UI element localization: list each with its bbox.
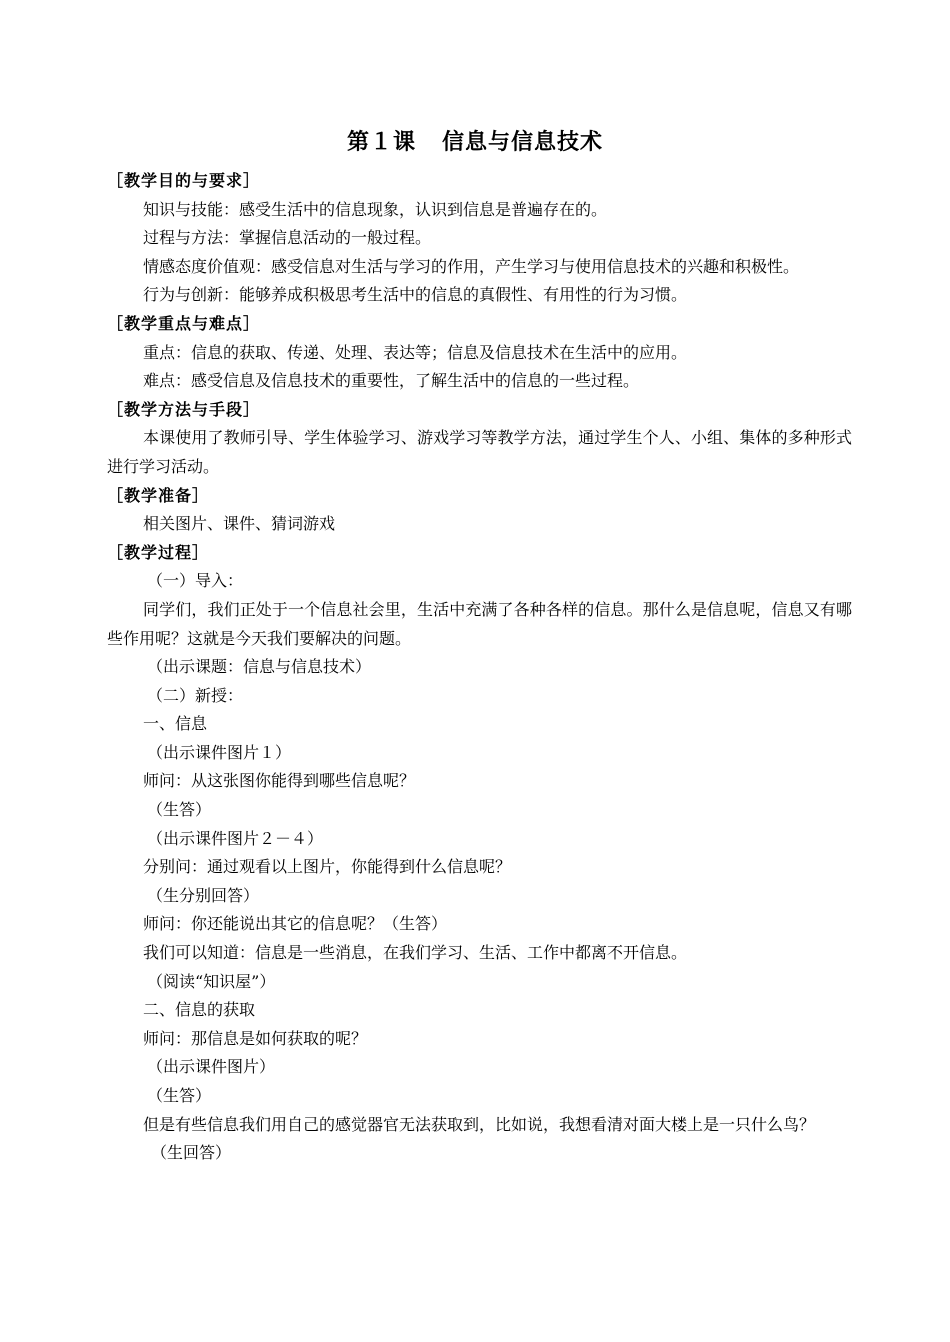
process-line: （生答）	[147, 800, 212, 820]
process-line: 师问：那信息是如何获取的呢？	[143, 1028, 368, 1048]
section-heading-keypoints: ［教学重点与难点］	[107, 313, 261, 333]
process-line: 一、信息	[143, 714, 208, 734]
process-line: （出示课件图片２－４）	[147, 828, 324, 848]
paragraph: 过程与方法：掌握信息活动的一般过程。	[143, 228, 432, 248]
paragraph: 情感态度价值观：感受信息对生活与学习的作用，产生学习与使用信息技术的兴趣和积极性。	[143, 256, 800, 276]
paragraph: 重点：信息的获取、传递、处理、表达等；信息及信息技术在生活中的应用。	[143, 342, 688, 362]
process-line: （生分别回答）	[147, 885, 260, 905]
process-line: 师问：从这张图你能得到哪些信息呢？	[143, 771, 416, 791]
paragraph: 难点：感受信息及信息技术的重要性，了解生活中的信息的一些过程。	[143, 371, 640, 391]
section-heading-process: ［教学过程］	[107, 542, 210, 562]
paragraph: 同学们，我们正处于一个信息社会里，生活中充满了各种各样的信息。那什么是信息呢，信息又有哪些作用呢？这就是今天我们要解决的问题。	[107, 599, 852, 648]
process-line: （出示课件图片）	[147, 1057, 276, 1077]
paragraph: 行为与创新：能够养成积极思考生活中的信息的真假性、有用性的行为习惯。	[143, 285, 688, 305]
process-line: （生回答）	[151, 1143, 232, 1163]
process-line: 分别问：通过观看以上图片，你能得到什么信息呢？	[143, 857, 512, 877]
section-heading-preparation: ［教学准备］	[107, 485, 210, 505]
process-line: （阅读“知识屋”）	[147, 971, 276, 991]
paragraph: 本课使用了教师引导、学生体验学习、游戏学习等教学方法，通过学生个人、小组、集体的多种形式进行学习活动。	[107, 428, 852, 476]
process-line: 我们可以知道：信息是一些消息，在我们学习、生活、工作中都离不开信息。	[143, 943, 688, 963]
process-line: （生答）	[147, 1086, 212, 1105]
paragraph: 相关图片、课件、猜词游戏	[143, 514, 336, 534]
section-heading-methods: ［教学方法与手段］	[107, 399, 261, 419]
paragraph: 知识与技能：感受生活中的信息现象，认识到信息是普遍存在的。	[143, 199, 608, 219]
lesson-title: 第１课 信息与信息技术	[347, 129, 603, 155]
process-line: （二）新授：	[147, 685, 244, 705]
process-line: 二、信息的获取	[143, 1000, 256, 1020]
process-line: （一）导入：	[147, 571, 244, 591]
process-line: （出示课件图片１）	[147, 742, 292, 762]
section-heading-objectives: ［教学目的与要求］	[107, 171, 261, 190]
process-line: 师问：你还能说出其它的信息呢？（生答）	[143, 914, 448, 934]
paragraph: 但是有些信息我们用自己的感觉器官无法获取到，比如说，我想看清对面大楼上是一只什么鸟？	[143, 1114, 816, 1134]
process-line: （出示课题：信息与信息技术）	[147, 657, 372, 677]
lesson-content	[107, 167, 852, 1168]
